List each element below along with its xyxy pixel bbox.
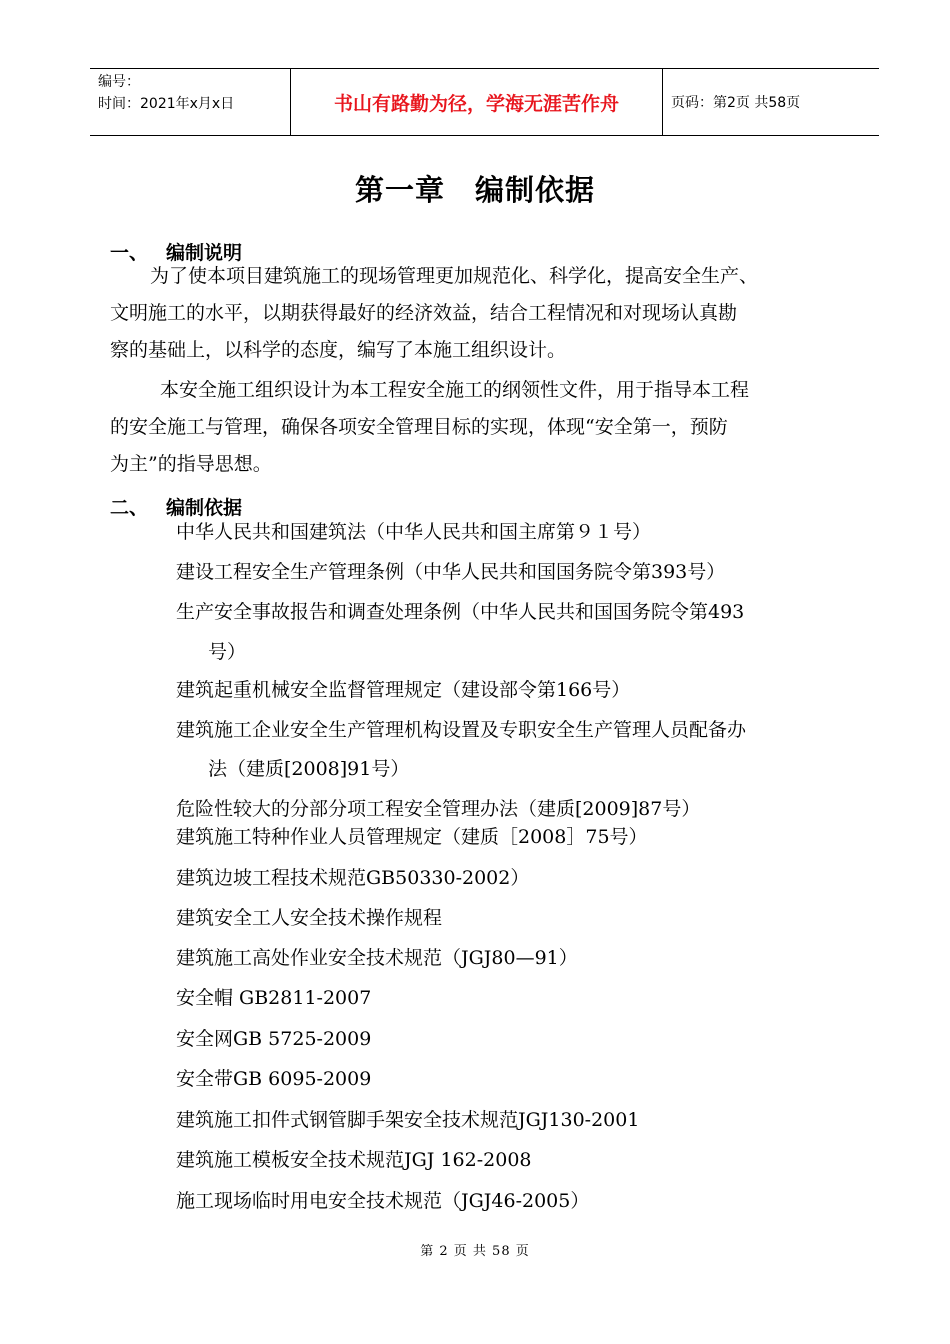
header-table xyxy=(90,68,879,136)
paragraph-1 xyxy=(110,258,860,369)
reference-item: 生产安全事故报告和调查处理条例（中华人民共和国国务院令第493 xyxy=(176,601,745,623)
reference-item: 建设工程安全生产管理条例（中华人民共和国国务院令第393号） xyxy=(176,561,726,583)
reference-item: 建筑施工企业安全生产管理机构设置及专职安全生产管理人员配备办 xyxy=(176,719,747,741)
section-heading-2 xyxy=(110,493,242,520)
section-title: 编制依据 xyxy=(166,497,243,519)
reference-item: 建筑安全工人安全技术操作规程 xyxy=(176,907,443,929)
paragraph-line: 的安全施工与管理，确保各项安全管理目标的实现，体现“安全第一，预防 xyxy=(110,416,728,438)
reference-item: 危险性较大的分部分项工程安全管理办法（建质[2009]87号） xyxy=(176,798,701,820)
reference-item: 建筑施工模板安全技术规范JGJ 162-2008 xyxy=(176,1149,532,1171)
chapter-title: 第一章 编制依据 xyxy=(354,173,595,207)
reference-item: 安全帽 GB2811-2007 xyxy=(176,987,372,1009)
reference-item: 建筑施工扣件式钢管脚手架安全技术规范JGJ130-2001 xyxy=(176,1109,640,1131)
paragraph-line: 为了使本项目建筑施工的现场管理更加规范化、科学化，提高安全生产、 xyxy=(150,265,759,287)
reference-item: 建筑施工高处作业安全技术规范（JGJ80—91） xyxy=(176,947,578,969)
time-label: 时间：2021年x月x日 xyxy=(98,96,235,112)
reference-item: 安全带GB 6095-2009 xyxy=(176,1068,372,1090)
paragraph-line: 本安全施工组织设计为本工程安全施工的纲领性文件，用于指导本工程 xyxy=(160,379,750,401)
reference-item: 安全网GB 5725-2009 xyxy=(176,1028,372,1050)
reference-item: 建筑边坡工程技术规范GB50330-2002） xyxy=(176,867,530,889)
page-footer: 第 2 页 共 58 页 xyxy=(420,1244,530,1259)
paragraph-2 xyxy=(110,372,860,483)
reference-item: 施工现场临时用电安全技术规范（JGJ46-2005） xyxy=(176,1190,590,1212)
page-info: 页码：第2页 共58页 xyxy=(671,95,801,111)
reference-item: 建筑施工特种作业人员管理规定（建质［2008］75号） xyxy=(176,826,648,848)
header-info-cell xyxy=(90,69,290,135)
paragraph-line: 为主”的指导思想。 xyxy=(110,453,272,475)
reference-item: 中华人民共和国建筑法（中华人民共和国主席第９１号） xyxy=(176,521,652,543)
paragraph-line: 察的基础上，以科学的态度，编写了本施工组织设计。 xyxy=(110,339,567,361)
section-number: 一、 xyxy=(110,242,149,264)
paragraph-line: 文明施工的水平，以期获得最好的经济效益，结合工程情况和对现场认真勘 xyxy=(110,302,738,324)
reference-item-continuation: 法（建质[2008]91号） xyxy=(208,758,410,780)
reference-item-continuation: 号） xyxy=(208,641,247,663)
motto: 书山有路勤为径，学海无涯苦作舟 xyxy=(290,69,663,135)
reference-item: 建筑起重机械安全监督管理规定（建设部令第166号） xyxy=(176,679,631,701)
section-title: 编制说明 xyxy=(166,242,243,264)
section-number: 二、 xyxy=(110,497,149,519)
number-label: 编号： xyxy=(98,74,140,90)
